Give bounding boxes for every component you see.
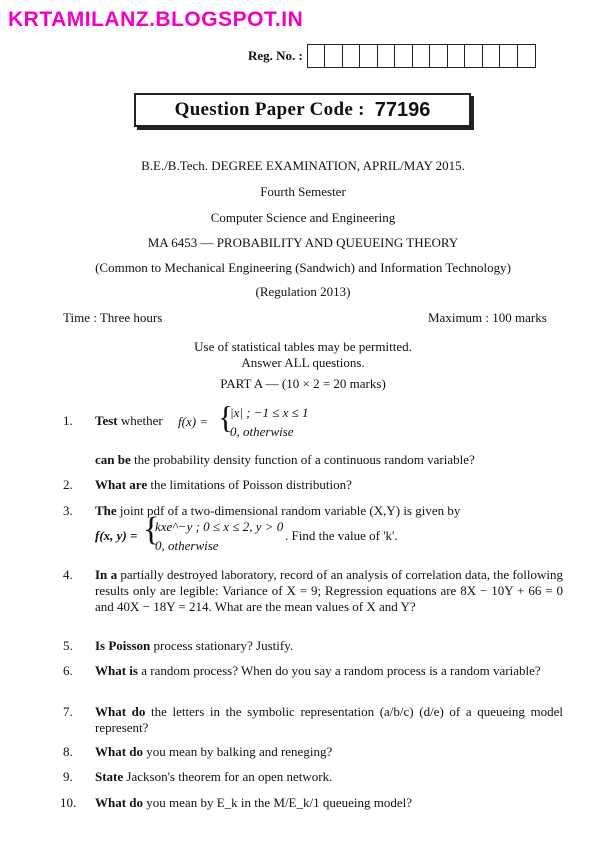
reg-no-boxes bbox=[307, 44, 537, 68]
reg-no-field bbox=[248, 44, 536, 68]
qp-code-label: Question Paper Code : bbox=[174, 99, 365, 120]
reg-no-label: Reg. No. : bbox=[248, 48, 303, 63]
time-allowed: Time : Three hours bbox=[63, 310, 163, 325]
semester: Fourth Semester bbox=[260, 184, 346, 199]
exam-title: B.E./B.Tech. DEGREE EXAMINATION, APRIL/MAY 2015. bbox=[141, 158, 465, 173]
instruction-tables: Use of statistical tables may be permitted. bbox=[194, 339, 412, 354]
qp-code-value: 77196 bbox=[374, 98, 431, 121]
subject: MA 6453 — PROBABILITY AND QUEUEING THEORY bbox=[147, 235, 459, 250]
question-paper-code-box bbox=[134, 93, 471, 127]
instruction-answer-all: Answer ALL questions. bbox=[241, 355, 365, 370]
part-a-heading: PART A — (10 × 2 = 20 marks) bbox=[220, 376, 386, 391]
regulation: (Regulation 2013) bbox=[255, 284, 351, 299]
common-to: (Common to Mechanical Engineering (Sandwich) and Information Technology) bbox=[95, 260, 511, 275]
maximum-marks: Maximum : 100 marks bbox=[428, 310, 547, 325]
blog-watermark: KRTAMILANZ.BLOGSPOT.IN bbox=[8, 8, 304, 31]
branch: Computer Science and Engineering bbox=[210, 210, 396, 225]
